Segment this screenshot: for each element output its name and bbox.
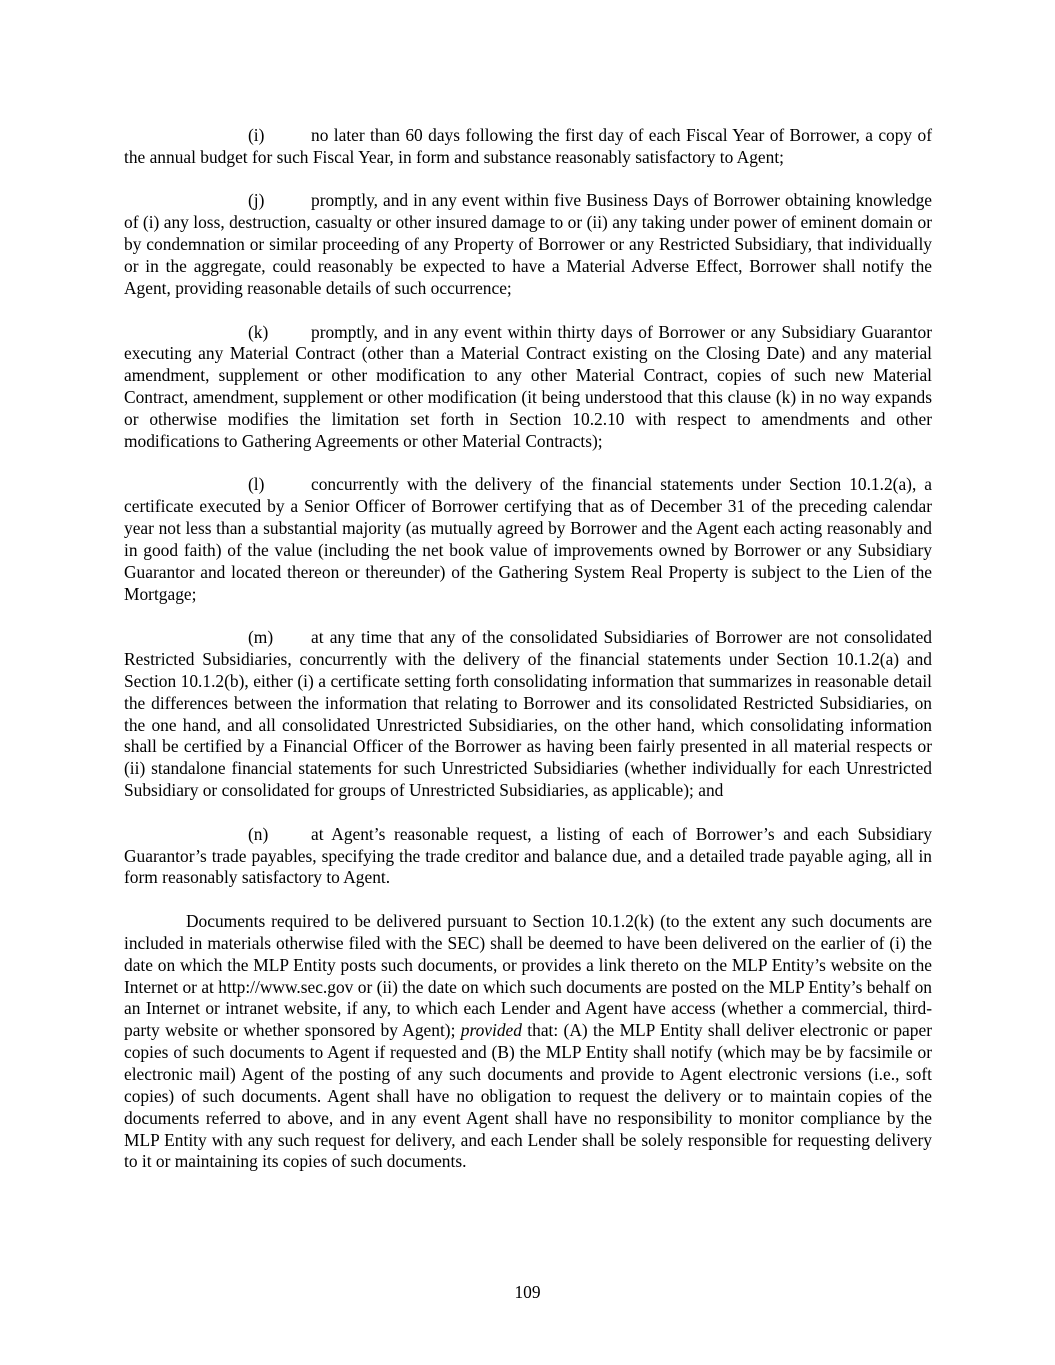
clause-label: (n) xyxy=(248,823,269,844)
clause-text: concurrently with the delivery of the financial statements under Section 10.1.2(a), a certificate executed by a Senior Officer of Borrower certifying that as of December 31 of the preceding calendar year not less than a substantial majority (as mutually agreed by Borrower and the Agent each acting reasonably and in good faith) of the value (including the net book value of improvements owned by Borrower or any Subsidiary Guarantor and located thereon or thereunder) of the Gathering System Real Property is subject to the Lien of the Mortgage; xyxy=(124,474,932,604)
clause-text: no later than 60 days following the first day of each Fiscal Year of Borrower, a copy of the annual budget for such Fiscal Year, in form and substance reasonably satisfactory to Agent; xyxy=(124,125,932,167)
clause-label: (m) xyxy=(248,627,274,648)
closing-paragraph xyxy=(124,911,932,1173)
clause-l xyxy=(124,474,932,605)
clause-text: at any time that any of the consolidated Subsidiaries of Borrower are not consolidated Restricted Subsidiaries, concurrently with the delivery of the financial statements under Section 10.1.2(a) and Section 10.1.2(b), either (i) a certificate setting forth consolidating information that summarizes in reasonable detail the differences between the information that relating to Borrower and its consolidated Restricted Subsidiaries, on the one hand, and all consolidated Unrestricted Subsidiaries, on the other hand, which consolidating information shall be certified by a Financial Officer of the Borrower as having been fairly presented in all material respects or (ii) standalone financial statements for such Unrestricted Subsidiaries (whether individually for each Unrestricted Subsidiary or consolidated for groups of Unrestricted Subsidiaries, as applicable); and xyxy=(124,627,932,801)
clause-text: promptly, and in any event within five Business Days of Borrower obtaining knowledge of (i) any loss, destruction, casualty or other insured damage to or (ii) any taking under power of eminent domain or by condemnation or similar proceeding of any Property of Borrower or any Restricted Subsidiary, that individually or in the aggregate, could reasonably be expected to have a Material Adverse Effect, Borrower shall notify the Agent, providing reasonable details of such occurrence; xyxy=(124,190,932,298)
provided-term: provided xyxy=(460,1020,522,1041)
clause-n xyxy=(124,824,932,890)
clause-j xyxy=(124,190,932,299)
clause-m xyxy=(124,627,932,802)
clause-text: promptly, and in any event within thirty days of Borrower or any Subsidiary Guarantor executing any Material Contract (other than a Material Contract existing on the Closing Date) and any material amendment, supplement or other modification to any other Material Contract, copies of such new Material Contract, amendment, supplement or other modification (it being understood that this clause (k) in no way expands or otherwise modifies the limitation set forth in Section 10.2.10 with respect to amendments and other modifications to Gathering Agreements or other Material Contracts); xyxy=(124,321,932,451)
clause-label: (j) xyxy=(248,190,265,211)
clause-k xyxy=(124,322,932,453)
document-body xyxy=(124,125,932,1195)
clause-text: at Agent’s reasonable request, a listing of each of Borrower’s and each Subsidiary Guarantor’s trade payables, specifying the trade creditor and balance due, and a detailed trade payable aging, all in form reasonably satisfactory to Agent. xyxy=(124,823,932,888)
clause-label: (i) xyxy=(248,125,265,145)
clause-label: (l) xyxy=(248,474,265,495)
closing-text-start: Documents required to be delivered pursuant to Section 10.1.2(k) (to the extent any such documents are included in materials otherwise filed with the SEC) shall be deemed to have been delivered on the earlier of (i) the date on which the MLP Entity posts such documents, or provides a link thereto on the MLP Entity’s website on the Internet or at http://www.sec.gov or (ii) the date on which such documents are posted on the MLP Entity’s behalf on an Internet or intranet website, if any, to which each Lender and Agent have access (whether a commercial, third-party website or whether sponsored by Agent); xyxy=(124,911,932,1041)
clause-i xyxy=(124,125,932,169)
page-number: 109 xyxy=(514,1282,541,1302)
closing-text-end: that: (A) the MLP Entity shall deliver electronic or paper copies of such documents to Agent if requested and (B) the MLP Entity shall notify (which may be by facsimile or electronic mail) Agent of the posting of any such documents and provide to Agent electronic versions (i.e., soft copies) of such documents. Agent shall have no obligation to request the delivery or to maintain copies of the documents referred to above, and in any event Agent shall have no responsibility to monitor compliance by the MLP Entity with any such request for delivery, and each Lender shall be solely responsible for requesting delivery to it or maintaining its copies of such documents. xyxy=(124,1020,932,1172)
clause-label: (k) xyxy=(248,321,269,342)
